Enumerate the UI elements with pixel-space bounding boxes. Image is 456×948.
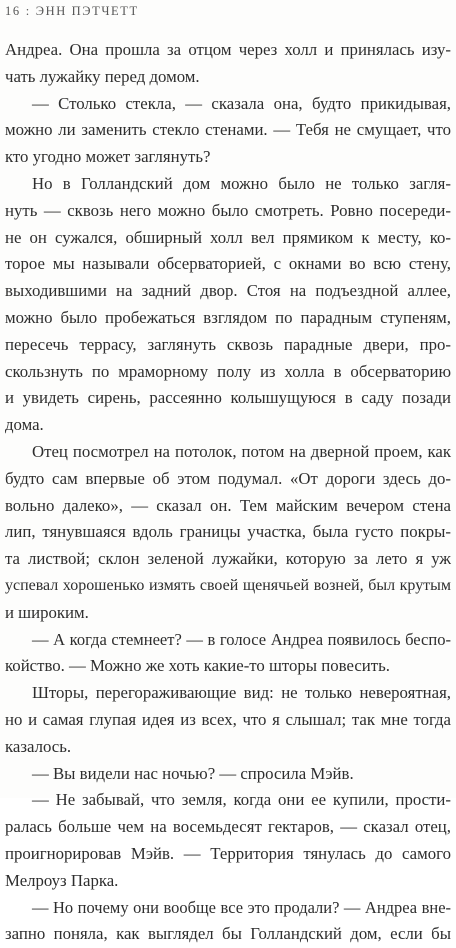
text-line: Но в Голландский дом можно было не только загля- [32, 173, 451, 193]
text-line: можно ли заменить стекло стенами. — Тебя не смущает, что [5, 120, 451, 140]
text-line: чать лужайку перед домом. [5, 66, 200, 86]
text-line: дома. [5, 415, 44, 435]
text-line: успевал хорошенько измять своей щенячьей возней, был крутым [5, 576, 451, 594]
text-line: и увидеть сирень, рассеянно колышущуюся в саду позади [5, 388, 451, 408]
text-line: Отец посмотрел на потолок, потом на дверной проем, как [32, 441, 451, 461]
text-line: скользнуть по мраморному полу из холла в обсерваторию [5, 361, 451, 381]
text-line: не он сужался, обширный холл вел прямиком к месту, ко- [5, 227, 451, 247]
text-line: вольно далеко», — сказал он. Тем майским вечером стена [5, 495, 451, 515]
text-line: та листвой; склон зеленой лужайки, которую за лето я уж [5, 549, 451, 569]
author-name: ЭНН ПЭТЧЕТТ [35, 4, 139, 18]
text-line: и широким. [5, 602, 89, 622]
text-line: нуть — сквозь него можно было смотреть. Ровно посереди- [5, 200, 451, 220]
text-line: кто угодно может заглянуть? [5, 147, 211, 167]
text-line: ралась больше чем на восемьдесят гектаров, — сказал отец, [5, 817, 451, 837]
text-line: можно было пробежаться взглядом по парадным ступеням, [5, 307, 451, 327]
text-line: запно поняла, как выглядел бы Голландский дом, если бы [5, 924, 451, 944]
text-line: — Столько стекла, — сказала она, будто прикидывая, [32, 93, 451, 113]
text-line: — Вы видели нас ночью? — спросила Мэйв. [32, 763, 354, 783]
text-line: будто сам впервые об этом подумал. «От дороги здесь до- [5, 468, 451, 488]
text-line: — А когда стемнеет? — в голосе Андреа появилось беспо- [32, 629, 451, 649]
text-line: койство. — Можно же хоть какие-то шторы повесить. [5, 656, 390, 676]
text-line: пересечь террасу, заглянуть сквозь парадные двери, про- [5, 334, 451, 354]
text-line: выходившими на задний двор. Стоя на подъездной аллее, [5, 281, 451, 301]
header-separator: : [25, 4, 31, 18]
body-text [5, 37, 451, 948]
page-number: 16 [5, 4, 21, 18]
text-line: но и самая глупая идея из всех, что я слышал; так мне тогда [5, 709, 451, 729]
text-line: Андреа. Она прошла за отцом через холл и принялась изу- [5, 40, 451, 59]
text-line: Шторы, перегораживающие вид: не только невероятная, [32, 683, 451, 703]
text-line: торое мы называли обсерваторией, с окнами во всю стену, [5, 254, 451, 274]
text-line: лип, тянувшаяся вдоль границы участка, была густо покры- [5, 522, 451, 542]
text-line: казалось. [5, 736, 72, 756]
text-line: — Но почему они вообще все это продали? — Андреа вне- [32, 897, 451, 917]
text-line: Мелроуз Парка. [5, 870, 119, 890]
running-head [5, 4, 139, 19]
text-line: проигнорировав Мэйв. — Территория тянулась до самого [5, 843, 451, 863]
text-line: — Не забывай, что земля, когда они ее купили, прости- [32, 790, 451, 810]
